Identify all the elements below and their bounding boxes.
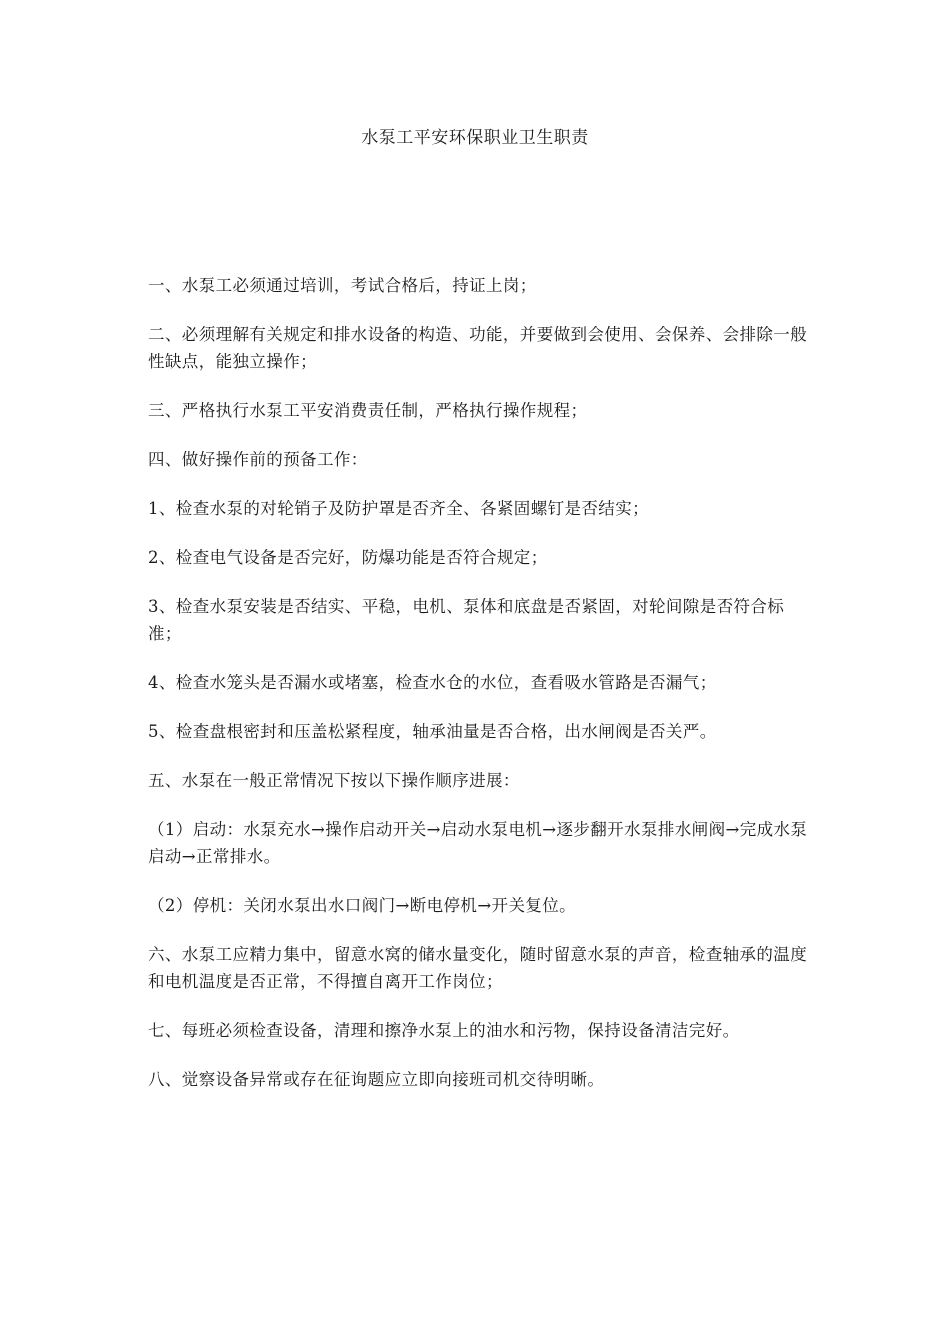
paragraph-3: 三、严格执行水泵工平安消费责任制，严格执行操作规程； [148, 401, 588, 420]
paragraph-1: 一、水泵工必须通过培训，考试合格后，持证上岗； [148, 276, 537, 295]
paragraph-10: 五、水泵在一般正常情况下按以下操作顺序进展： [148, 771, 520, 790]
paragraph-13: 六、水泵工应精力集中，留意水窝的储水量变化，随时留意水泵的声音，检查轴承的温度和电机温度是否正常，不得擅自离开工作岗位； [148, 945, 808, 991]
paragraph-15: 八、觉察设备异常或存在征询题应立即向接班司机交待明晰。 [148, 1070, 605, 1089]
paragraph-9: 5、检查盘根密封和压盖松紧程度，轴承油量是否合格，出水闸阀是否关严。 [148, 722, 717, 741]
paragraph-7: 3、检查水泵安装是否结实、平稳，电机、泵体和底盘是否紧固，对轮间隙是否符合标准； [148, 597, 785, 643]
paragraph-8: 4、检查水笼头是否漏水或堵塞，检查水仓的水位，查看吸水管路是否漏气； [148, 673, 717, 692]
paragraph-14: 七、每班必须检查设备，清理和擦净水泵上的油水和污物，保持设备清洁完好。 [148, 1021, 740, 1040]
paragraph-5: 1、检查水泵的对轮销子及防护罩是否齐全、各紧固螺钉是否结实； [148, 499, 649, 518]
document-title: 水泵工平安环保职业卫生职责 [361, 128, 589, 148]
paragraph-4: 四、做好操作前的预备工作： [148, 450, 368, 469]
paragraph-12: （2）停机：关闭水泵出水口阀门→断电停机→开关复位。 [148, 896, 577, 915]
paragraph-2: 二、必须理解有关规定和排水设备的构造、功能，并要做到会使用、会保养、会排除一般性缺点，能独立操作； [148, 325, 808, 371]
paragraph-6: 2、检查电气设备是否完好，防爆功能是否符合规定； [148, 548, 548, 567]
paragraph-11: （1）启动：水泵充水→操作启动开关→启动水泵电机→逐步翻开水泵排水闸阀→完成水泵启动→正常排水。 [148, 820, 808, 866]
document-body [148, 272, 808, 1115]
